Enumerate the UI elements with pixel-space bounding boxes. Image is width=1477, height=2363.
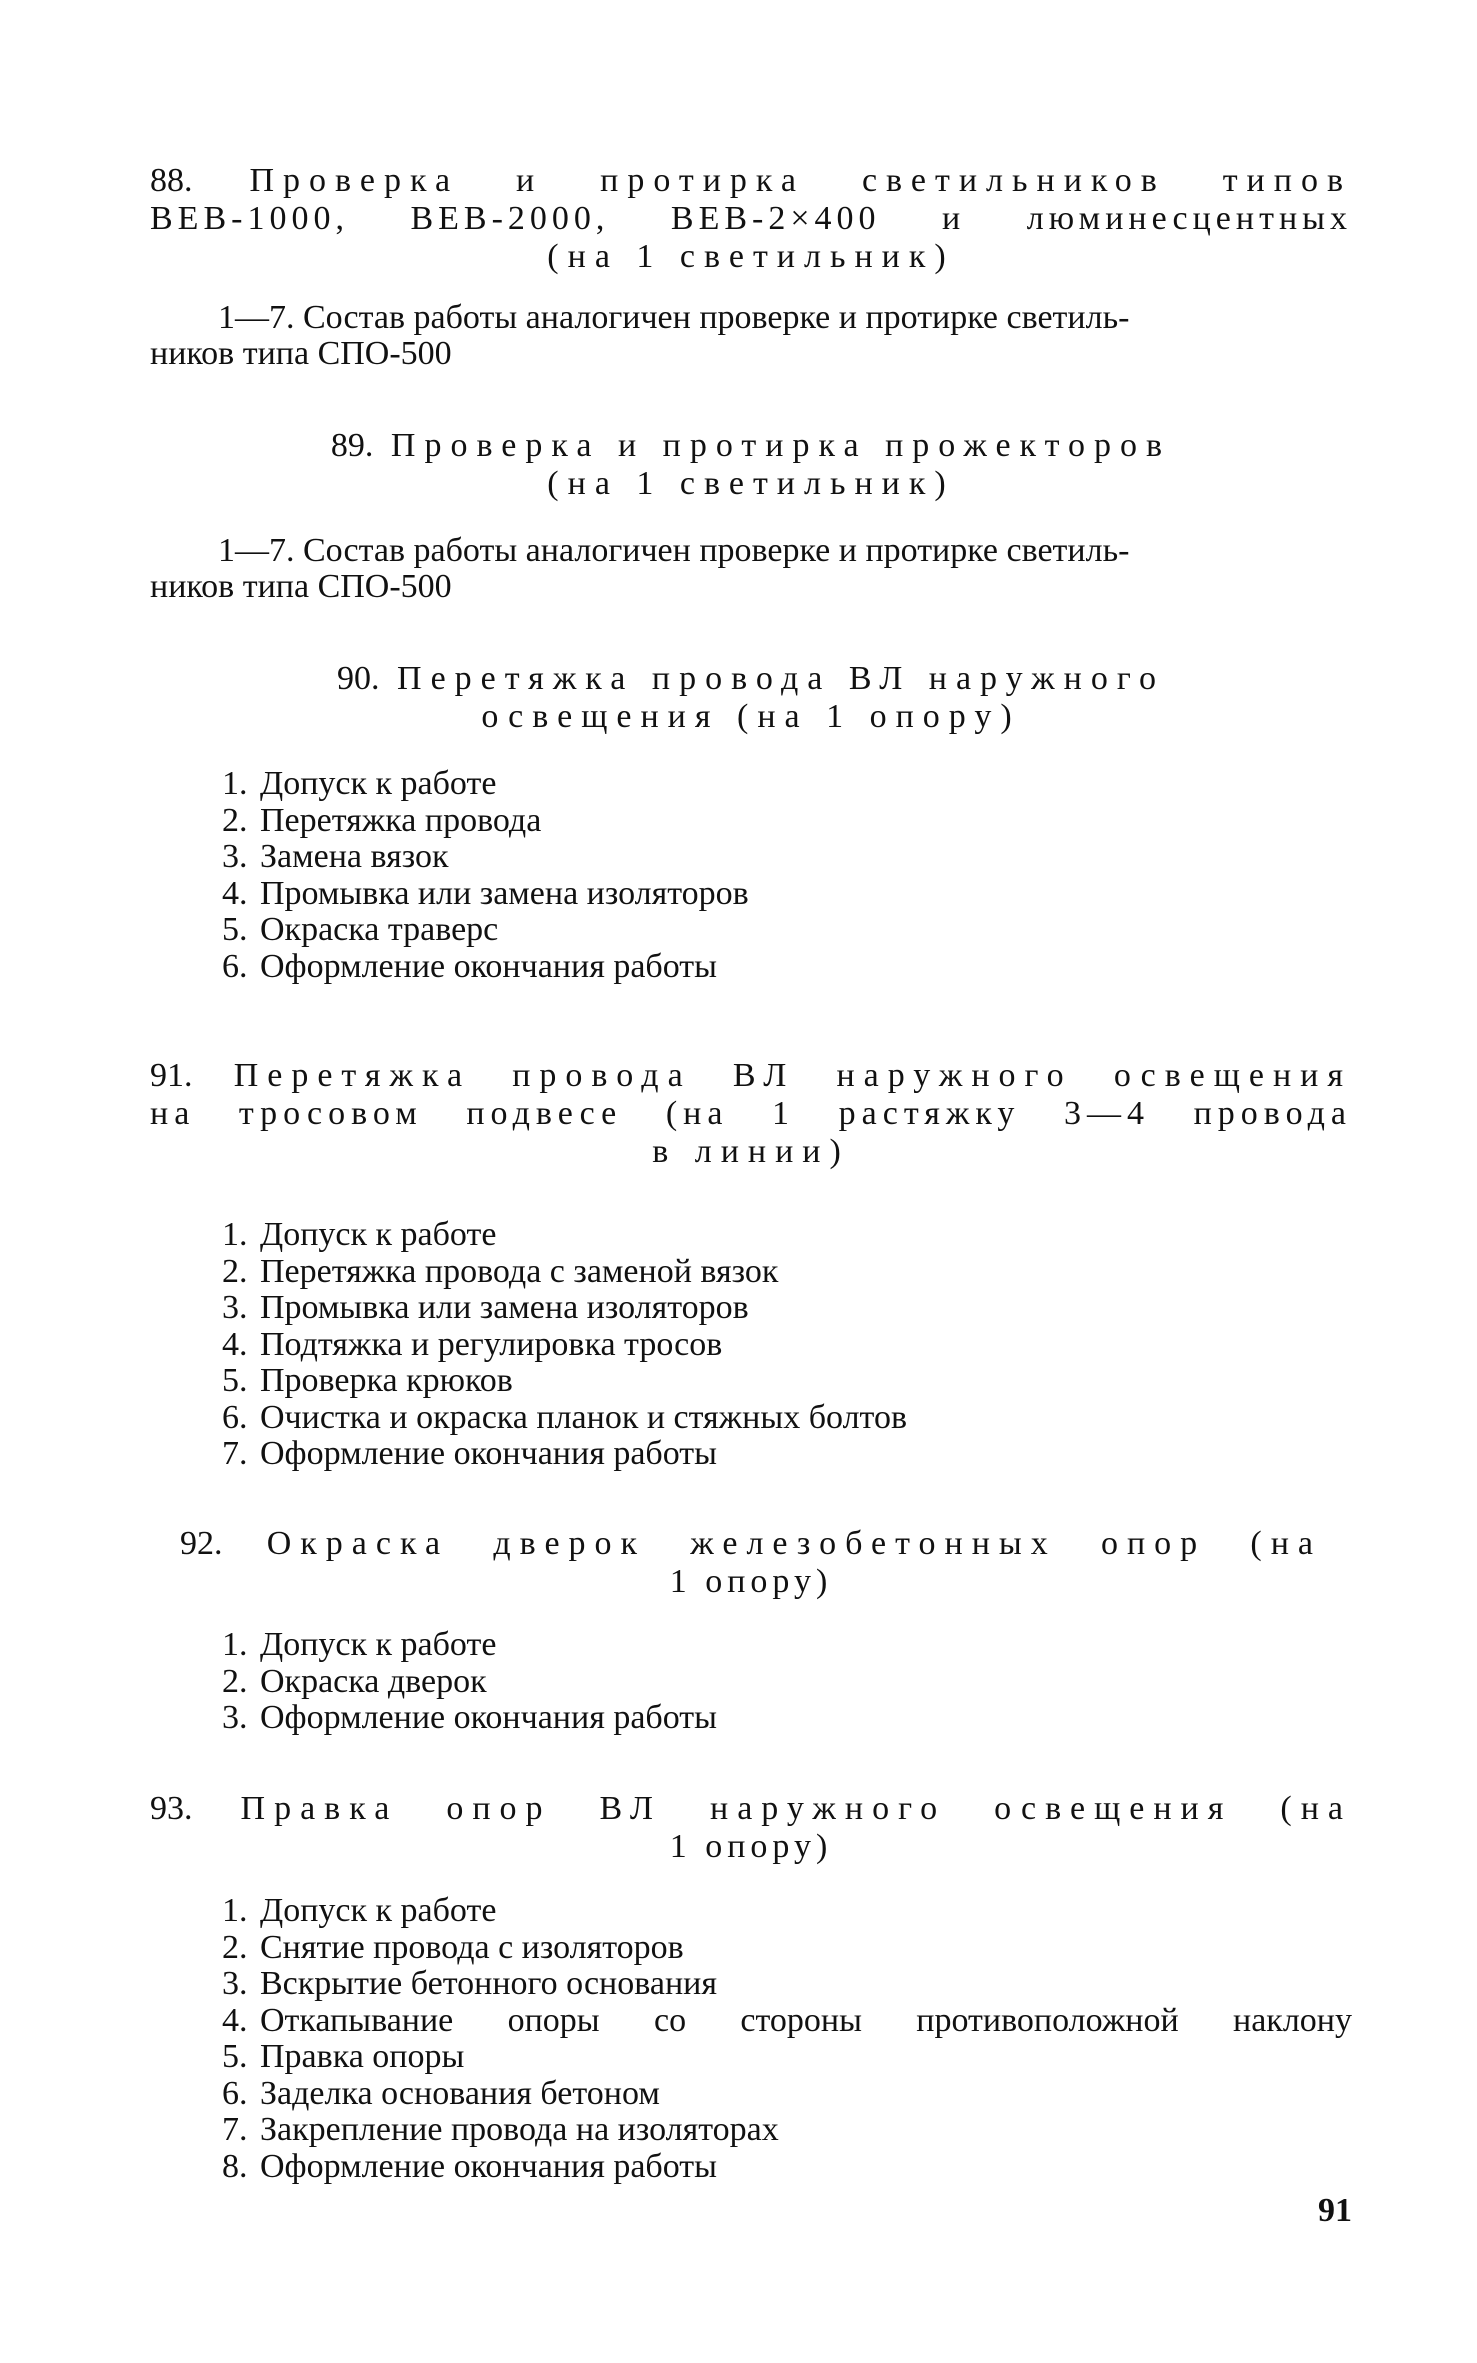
- list-item-number: 5.: [222, 911, 248, 948]
- list-item-text: Проверка крюков: [260, 1362, 513, 1399]
- section-88-description-line-2: ников типа СПО-500: [150, 335, 452, 372]
- list-item-text: Правка опоры: [260, 2038, 465, 2075]
- section-89-number: 89.: [330, 427, 374, 464]
- section-92-list: [150, 1627, 1352, 1737]
- section-92-title-line-1: [180, 1525, 1322, 1563]
- list-item-number: 2.: [222, 1662, 248, 1700]
- list-item-number: 1.: [222, 1892, 248, 1929]
- list-item: [222, 1217, 1352, 1254]
- list-item: [222, 2003, 1352, 2040]
- section-89-description-line-2: ников типа СПО-500: [150, 568, 452, 605]
- list-item: [222, 1930, 1352, 1967]
- list-item-text: Замена вязок: [260, 838, 449, 875]
- list-item: [222, 912, 1352, 949]
- list-item: [222, 1400, 1352, 1437]
- list-item-text: Закрепление провода на изоляторах: [260, 2111, 779, 2148]
- list-item-number: 7.: [222, 2111, 248, 2148]
- section-93-title-text-1: Правка опор ВЛ наружного освещения (на: [240, 1790, 1352, 1827]
- section-90-heading: [150, 660, 1352, 736]
- list-item-text: Подтяжка и регулировка тросов: [260, 1325, 723, 1363]
- list-item-number: 2.: [222, 1252, 248, 1290]
- list-item: [222, 2149, 1352, 2186]
- list-item-number: 5.: [222, 1362, 248, 1399]
- list-item-text: Оформление окончания работы: [260, 2147, 717, 2185]
- section-91-heading: [150, 1057, 1352, 1171]
- list-item: [222, 2076, 1352, 2113]
- list-item: [222, 1290, 1352, 1327]
- list-item-number: 6.: [222, 2074, 248, 2112]
- list-item-text: Оформление окончания работы: [260, 1699, 717, 1736]
- list-item-text: Окраска траверс: [260, 911, 499, 948]
- list-item: [222, 1893, 1352, 1930]
- list-item-number: 6.: [222, 1398, 248, 1436]
- section-92-title-text-1: Окраска дверок железобетонных опор (на: [266, 1525, 1322, 1562]
- section-90-title-line-2: освещения (на 1 опору): [481, 698, 1021, 735]
- list-item: [222, 1627, 1352, 1664]
- section-89-heading: [150, 427, 1352, 503]
- section-88-number: 88.: [150, 162, 193, 199]
- section-88-title-text-1: Проверка и протирка светильников типов: [249, 162, 1353, 199]
- list-item: [222, 1254, 1352, 1291]
- section-93-title-line-1: [150, 1790, 1352, 1828]
- section-89-title-text-1: Проверка и протирка прожекторов: [390, 427, 1172, 464]
- list-item-text: Окраска дверок: [260, 1662, 487, 1700]
- list-item-text: Заделка основания бетоном: [260, 2074, 660, 2112]
- list-item-text: Промывка или замена изоляторов: [260, 1289, 749, 1326]
- list-item-text: Вскрытие бетонного основания: [260, 1965, 717, 2002]
- list-item-number: 4.: [222, 2001, 248, 2039]
- list-item: [222, 876, 1352, 913]
- section-88-title-line-3: (на 1 светильник): [547, 238, 955, 275]
- section-90-title-text-1: Перетяжка провода ВЛ наружного: [397, 660, 1165, 697]
- list-item-number: 1.: [222, 1216, 248, 1253]
- list-item-number: 5.: [222, 2038, 248, 2075]
- section-91-list: [150, 1217, 1352, 1473]
- section-93-list: [150, 1893, 1352, 2185]
- page-number: 91: [1318, 2192, 1352, 2229]
- list-item: [222, 1436, 1352, 1473]
- section-88-heading: [150, 162, 1352, 276]
- list-item-text: Перетяжка провода: [260, 801, 542, 839]
- section-91-title-line-1: [150, 1057, 1352, 1095]
- list-item-number: 8.: [222, 2147, 248, 2185]
- list-item-text: Допуск к работе: [260, 1216, 497, 1253]
- list-item-text: Оформление окончания работы: [260, 1435, 717, 1472]
- list-item: [222, 1966, 1352, 2003]
- list-item: [222, 839, 1352, 876]
- list-item-number: 3.: [222, 1699, 248, 1736]
- list-item-number: 3.: [222, 838, 248, 875]
- list-item-text: Снятие провода с изоляторов: [260, 1928, 684, 1966]
- list-item: [222, 1363, 1352, 1400]
- section-88-description-text-1: 1—7. Состав работы аналогичен проверке и протирке светиль-: [218, 299, 1130, 336]
- list-item-text: Допуск к работе: [260, 1892, 497, 1929]
- list-item-text: Допуск к работе: [260, 765, 497, 802]
- list-item: [222, 949, 1352, 986]
- list-item-number: 7.: [222, 1435, 248, 1472]
- section-89-description-line-1: [150, 533, 1352, 569]
- section-93-title-line-2: 1 опору): [669, 1828, 833, 1865]
- list-item-text: Допуск к работе: [260, 1626, 497, 1663]
- section-88-title-line-2: ВЕВ-1000, ВЕВ-2000, ВЕВ-2×400 и люминесцентных: [150, 200, 1352, 237]
- list-item-number: 3.: [222, 1965, 248, 2002]
- list-item-number: 2.: [222, 1928, 248, 1966]
- section-91-title-line-2: на тросовом подвесе (на 1 растяжку 3—4 провода: [150, 1095, 1352, 1132]
- section-92-heading: [180, 1525, 1322, 1601]
- section-91-number: 91.: [150, 1057, 193, 1094]
- list-item: [222, 1664, 1352, 1701]
- section-90-number: 90.: [337, 660, 380, 697]
- section-89-description-text-1: 1—7. Состав работы аналогичен проверке и протирке светиль-: [218, 532, 1130, 569]
- list-item-text: Очистка и окраска планок и стяжных болтов: [260, 1398, 907, 1436]
- section-92-title-line-2: 1 опору): [669, 1563, 833, 1600]
- section-91-title-text-1: Перетяжка провода ВЛ наружного освещения: [233, 1057, 1352, 1094]
- section-92-number: 92.: [180, 1525, 223, 1562]
- list-item-number: 4.: [222, 1325, 248, 1363]
- section-90-list: [150, 766, 1352, 985]
- list-item-text: Промывка или замена изоляторов: [260, 874, 749, 912]
- section-88-description-line-1: [150, 300, 1352, 336]
- list-item-text: Перетяжка провода с заменой вязок: [260, 1252, 779, 1290]
- list-item-text: Откапывание опоры со стороны противоположной наклону: [260, 2001, 1352, 2039]
- list-item-number: 4.: [222, 874, 248, 912]
- list-item-number: 2.: [222, 801, 248, 839]
- section-90-title-line-1: [150, 660, 1352, 698]
- section-88-description: [150, 300, 1352, 372]
- section-89-title-line-1: [150, 427, 1352, 465]
- list-item: [222, 766, 1352, 803]
- list-item-number: 3.: [222, 1289, 248, 1326]
- list-item-text: Оформление окончания работы: [260, 947, 717, 985]
- list-item-number: 6.: [222, 947, 248, 985]
- section-91-title-line-3: в линии): [652, 1133, 850, 1170]
- list-item: [222, 803, 1352, 840]
- section-93-heading: [150, 1790, 1352, 1866]
- list-item: [222, 2112, 1352, 2149]
- list-item: [222, 1700, 1352, 1737]
- list-item: [222, 2039, 1352, 2076]
- list-item-number: 1.: [222, 765, 248, 802]
- section-93-number: 93.: [150, 1790, 193, 1827]
- section-88-title-line-1: [150, 162, 1352, 200]
- section-89-title-line-2: (на 1 светильник): [547, 465, 955, 502]
- section-89-description: [150, 533, 1352, 605]
- list-item: [222, 1327, 1352, 1364]
- list-item-number: 1.: [222, 1626, 248, 1663]
